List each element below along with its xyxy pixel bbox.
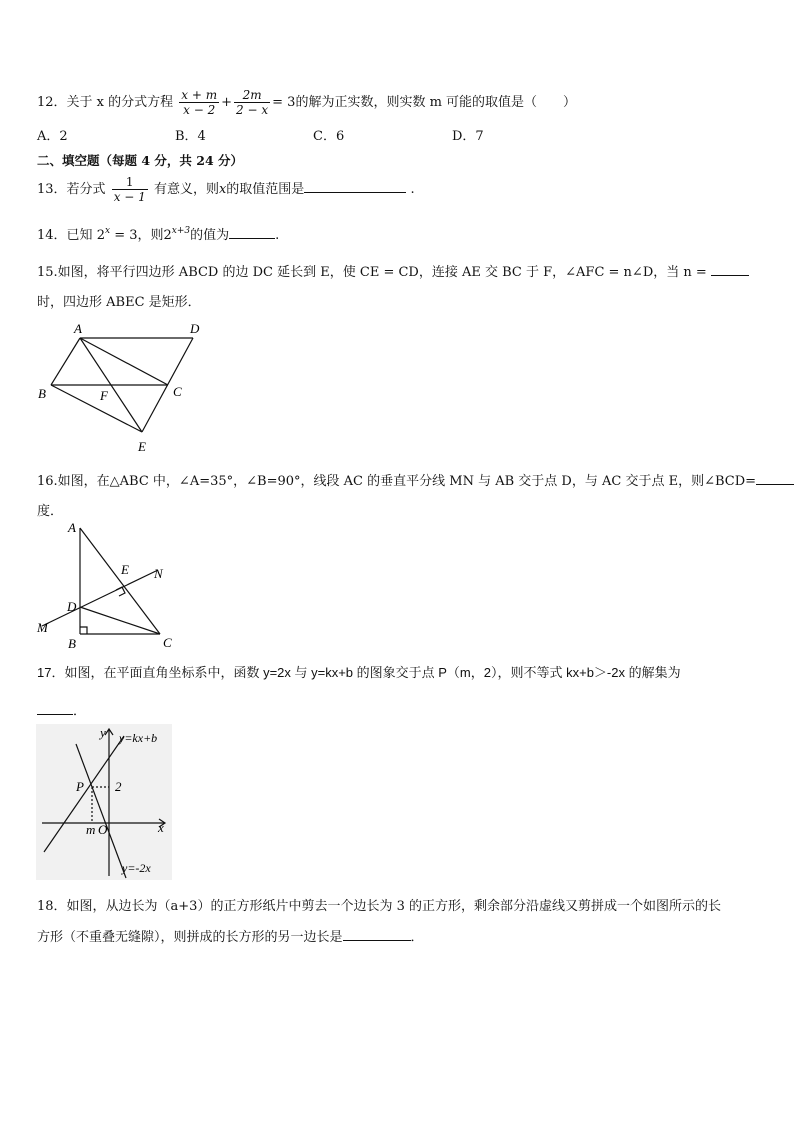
figure-background [36, 724, 172, 880]
q18-text-2: 方形（不重叠无缝隙），则拼成的长方形的另一边长是 [37, 930, 343, 945]
q13-variable: x [218, 182, 227, 197]
question-17-line-1: 17．如图，在平面直角坐标系中，函数 y=2x 与 y=kx+b 的图象交于点 P（m，2），则不等式 kx+b＞-2x 的解集为 [37, 665, 681, 680]
label-c: C [173, 384, 182, 399]
label-d: D [190, 321, 200, 336]
label-a: A [74, 321, 82, 336]
q17-answer-blank[interactable] [37, 702, 73, 715]
segment-ab [51, 338, 80, 385]
q14-number: 14． [37, 228, 67, 243]
label-p: P [76, 779, 84, 794]
q12-option-c: C．6 [313, 129, 345, 144]
label-b: B [38, 386, 46, 401]
parallelogram-figure [30, 318, 210, 458]
q16-answer-blank[interactable] [756, 472, 794, 485]
question-16-line-1 [37, 470, 794, 489]
q14-text-1: 已知 [66, 228, 93, 243]
q12-option-b: B．4 [175, 129, 206, 144]
q16-text-1: 16.如图，在△ABC 中，∠A=35°，∠B=90°，线段 AC 的垂直平分线 MN 与 AB 交于点 D，与 AC 交于点 E，则∠BCD= [37, 474, 757, 489]
segment-dc [80, 607, 160, 634]
q13-text-2: 有意义，则 [153, 182, 219, 197]
question-13 [37, 172, 415, 208]
question-15-line-1 [37, 261, 749, 280]
right-angle-mark-b [80, 627, 87, 634]
label-o: O [98, 822, 108, 837]
label-d: D [67, 599, 77, 614]
q14-text-3: 的值为 [190, 228, 230, 243]
question-16-line-2: 度． [37, 504, 64, 519]
q18-answer-blank[interactable] [343, 928, 411, 941]
segment-ac [80, 338, 168, 385]
q12-number: 12． [37, 95, 67, 110]
question-18-line-2 [37, 926, 424, 945]
label-m: m [86, 822, 96, 837]
segment-ac [80, 528, 160, 634]
question-15-line-2: 时，四边形 ABEC 是矩形． [37, 295, 201, 310]
question-12 [37, 86, 576, 120]
q12-fraction-1: $\frac{x + m}{x - 2}$ [181, 88, 218, 117]
q12-option-a: A．2 [37, 129, 68, 144]
question-17-line-2 [37, 700, 86, 719]
q13-fraction: $\frac{1}{x - 1}$ [113, 175, 146, 204]
coordinate-graph-figure [36, 724, 172, 880]
q12-plus: + [221, 95, 233, 110]
q13-number: 13． [37, 182, 67, 197]
q14-answer-blank[interactable] [229, 226, 275, 239]
right-angle-mark-e [116, 587, 125, 596]
q15-text-1: 15.如图，将平行四边形 ABCD 的边 DC 延长到 E，使 CE = CD，连接 AE 交 BC 于 F，∠AFC = n∠D，当 n = [37, 265, 707, 280]
section-heading-fill-in: 二、填空题（每题 4 分，共 24 分） [37, 153, 244, 168]
label-b: B [68, 636, 76, 651]
label-y-kx-plus-b: y=kx+b [119, 731, 158, 745]
line-mn [42, 570, 158, 626]
q12-text-2: 的解为正实数，则实数 m 可能的取值是（ ） [295, 95, 577, 110]
q13-answer-blank[interactable] [304, 180, 406, 193]
label-e: E [138, 439, 146, 454]
q14-exponent-2: x+3 [171, 226, 191, 236]
label-y-neg-2x: y=-2x [122, 861, 151, 875]
label-two: 2 [115, 779, 122, 794]
label-y: y [100, 725, 106, 740]
q13-text-3: 的取值范围是 [226, 182, 305, 197]
label-x: x [158, 820, 164, 835]
q13-text-1: 若分式 [66, 182, 106, 197]
question-14 [37, 224, 279, 243]
label-n: N [154, 566, 163, 581]
q15-answer-blank[interactable] [711, 263, 749, 276]
q13-end: . [410, 182, 415, 197]
q14-text-2: = 3，则 [114, 228, 164, 243]
segment-be [51, 385, 142, 432]
label-m: M [37, 620, 48, 635]
q14-base-1: 2 [96, 228, 105, 243]
q12-equals: = 3 [272, 95, 296, 110]
q18-end: ． [410, 930, 424, 945]
q17-end: ． [73, 704, 87, 719]
right-triangle-figure [30, 518, 190, 652]
q12-fraction-2: $\frac{2m}{2 - x}$ [236, 88, 269, 117]
q14-end: . [275, 228, 280, 243]
q12-option-d: D．7 [452, 129, 484, 144]
label-c: C [163, 635, 172, 650]
q14-base-2: 2 [163, 228, 172, 243]
q12-text-1: 关于 x 的分式方程 [66, 95, 174, 110]
label-f: F [100, 388, 108, 403]
label-e: E [121, 562, 129, 577]
q14-exponent-1: x [104, 226, 111, 236]
question-18-line-1: 18．如图，从边长为（a+3）的正方形纸片中剪去一个边长为 3 的正方形，剩余部分沿虚线又剪拼成一个如图所示的长 [37, 899, 721, 914]
label-a: A [68, 520, 76, 535]
